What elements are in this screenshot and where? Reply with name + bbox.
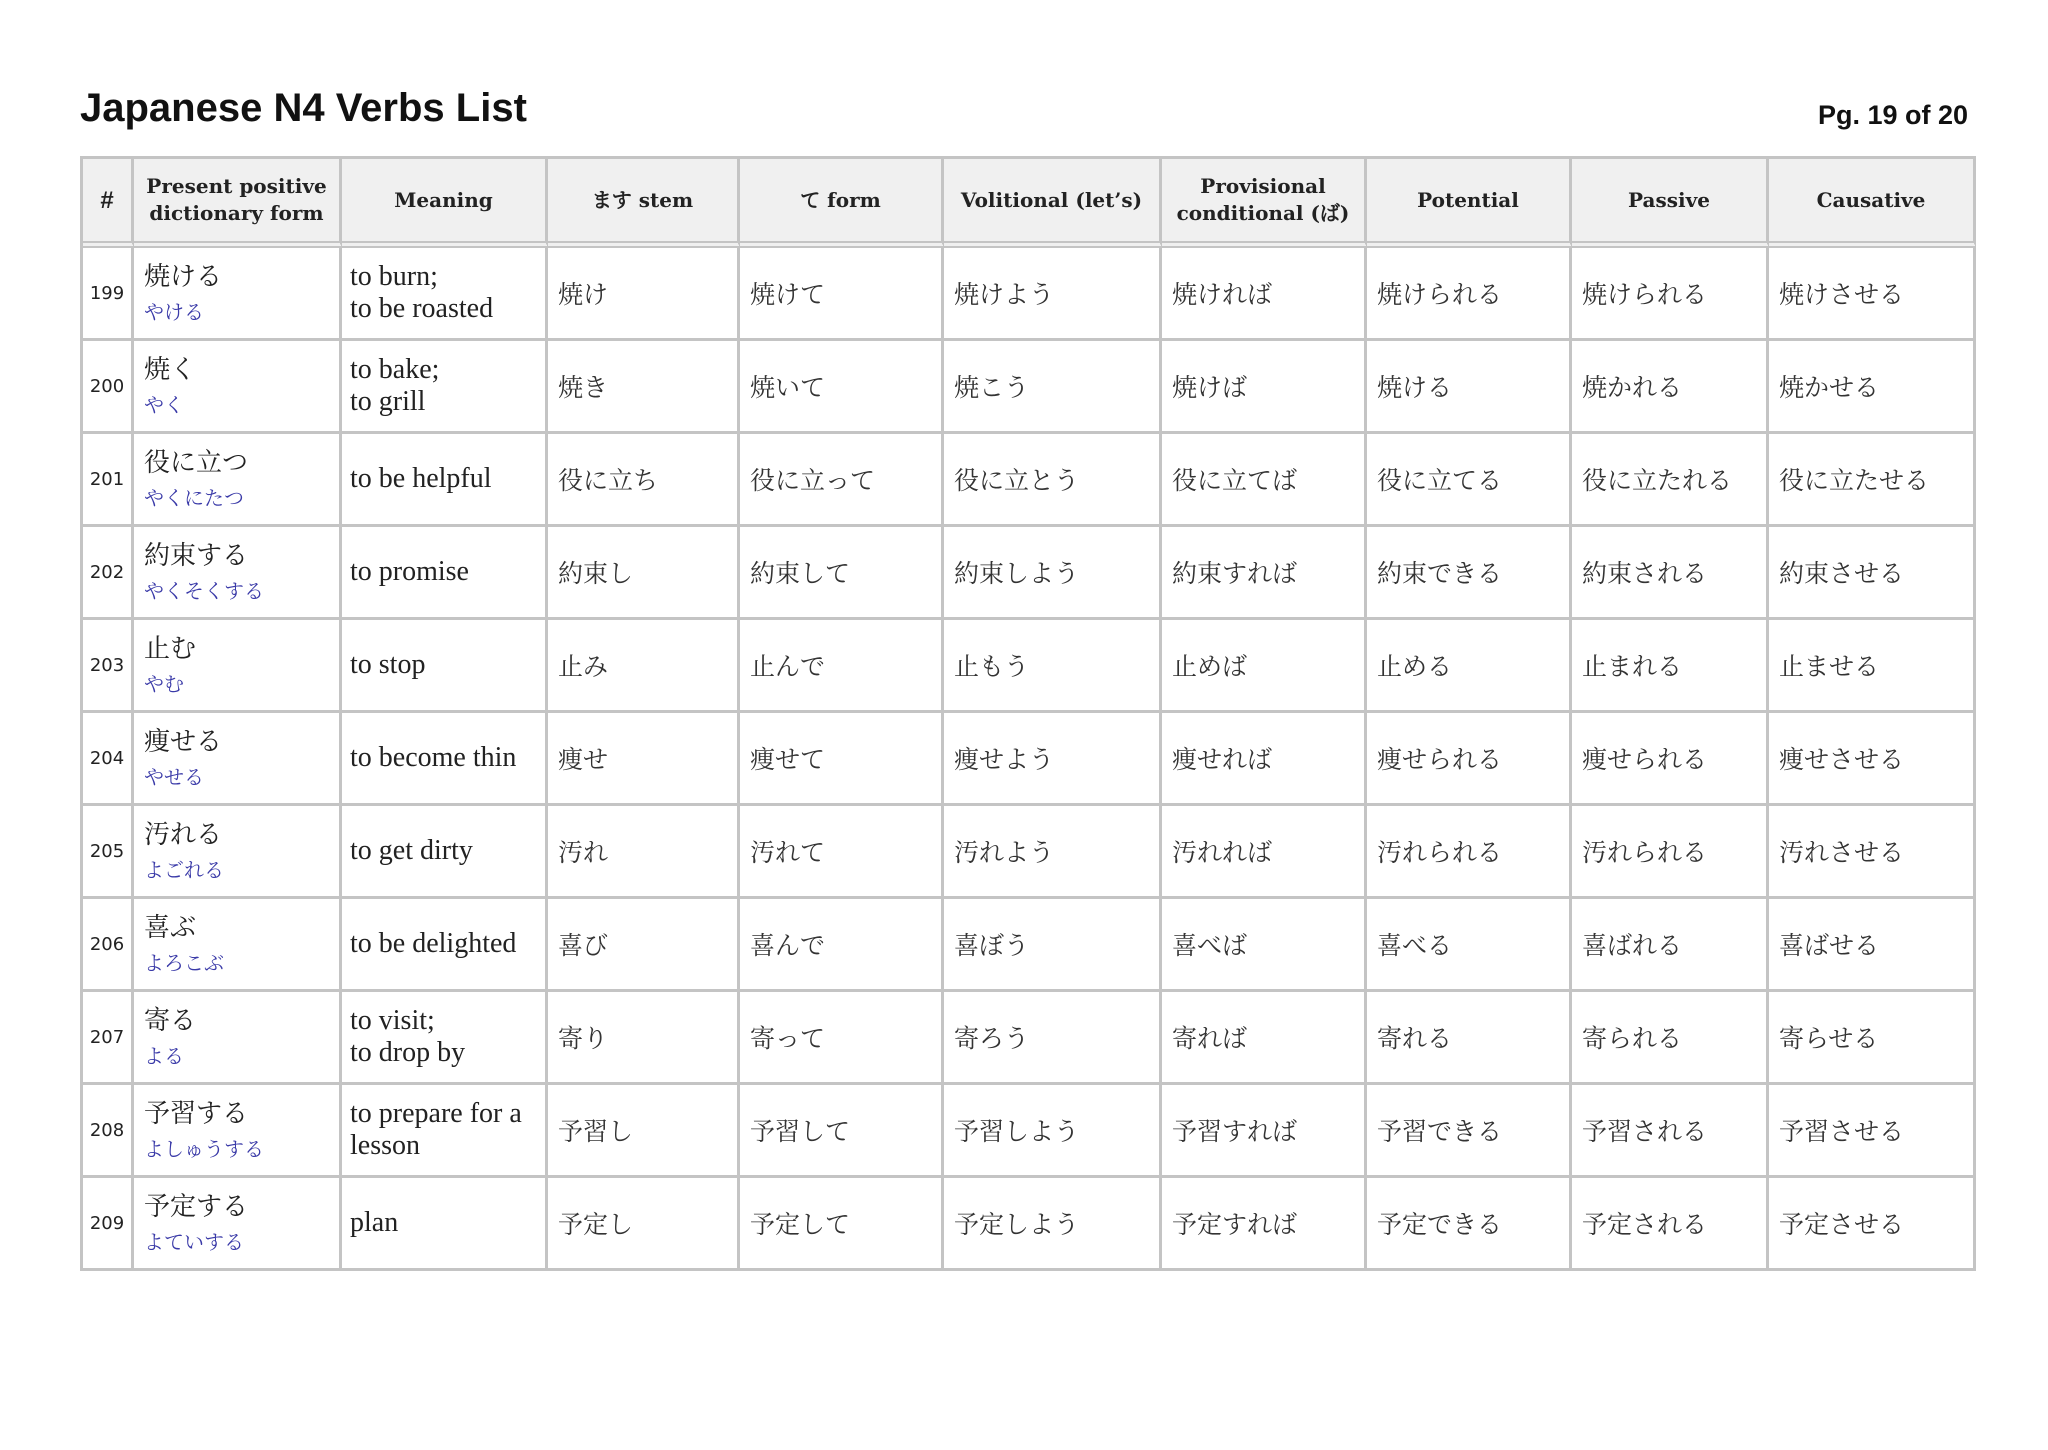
kana-reading: やくそくする <box>144 579 264 603</box>
kanji-text: 痩せる <box>144 727 223 757</box>
table-row <box>83 713 1976 806</box>
meaning-line: to be roasted <box>350 293 494 324</box>
masu-stem-cell: 焼け <box>548 248 740 341</box>
masu-stem-cell: 予定し <box>548 1178 740 1271</box>
causative-cell: 役に立たせる <box>1769 434 1976 527</box>
meaning-line: to visit; <box>350 1005 435 1036</box>
kanji-text: 予習する <box>144 1099 249 1129</box>
row-number: 202 <box>83 527 134 620</box>
table-row <box>83 620 1976 713</box>
kana-reading: よていする <box>144 1230 244 1254</box>
passive-cell: 予習される <box>1572 1085 1769 1178</box>
verbs-table-container <box>80 156 1976 1271</box>
masu-stem-cell: 予習し <box>548 1085 740 1178</box>
meaning-cell <box>342 248 548 341</box>
passive-cell: 汚れられる <box>1572 806 1769 899</box>
potential-cell: 痩せられる <box>1367 713 1572 806</box>
column-header-dictionary-form: Present positive dictionary form <box>134 159 342 248</box>
row-number: 203 <box>83 620 134 713</box>
kana-reading: やむ <box>144 672 184 696</box>
causative-cell: 予定させる <box>1769 1178 1976 1271</box>
provisional-cell: 汚れれば <box>1162 806 1367 899</box>
masu-stem-cell: 役に立ち <box>548 434 740 527</box>
kanji-text: 予定する <box>144 1192 249 1222</box>
masu-stem-cell: 焼き <box>548 341 740 434</box>
kana-reading: やせる <box>144 765 204 789</box>
te-form-cell: 役に立って <box>740 434 944 527</box>
causative-cell: 痩せさせる <box>1769 713 1976 806</box>
provisional-cell: 予定すれば <box>1162 1178 1367 1271</box>
meaning-line: to stop <box>350 649 426 680</box>
te-form-cell: 予定して <box>740 1178 944 1271</box>
potential-cell: 寄れる <box>1367 992 1572 1085</box>
row-number: 201 <box>83 434 134 527</box>
potential-cell: 約束できる <box>1367 527 1572 620</box>
meaning-line: to drop by <box>350 1037 466 1068</box>
kanji-text: 焼ける <box>144 262 223 292</box>
volitional-cell: 約束しよう <box>944 527 1162 620</box>
table-row <box>83 899 1976 992</box>
dictionary-form-cell <box>134 341 342 434</box>
column-header-causative: Causative <box>1769 159 1976 248</box>
kana-reading: よろこぶ <box>144 951 224 975</box>
te-form-cell: 痩せて <box>740 713 944 806</box>
meaning-cell <box>342 899 548 992</box>
dictionary-form-cell <box>134 806 342 899</box>
kanji-text: 止む <box>144 634 197 664</box>
row-number: 209 <box>83 1178 134 1271</box>
dictionary-form-cell <box>134 434 342 527</box>
kanji-text: 汚れる <box>144 820 223 850</box>
meaning-cell <box>342 434 548 527</box>
passive-cell: 寄られる <box>1572 992 1769 1085</box>
masu-stem-cell: 汚れ <box>548 806 740 899</box>
volitional-cell: 汚れよう <box>944 806 1162 899</box>
meaning-line: to promise <box>350 556 469 587</box>
column-header-te-form: て form <box>740 159 944 248</box>
row-number: 199 <box>83 248 134 341</box>
volitional-cell: 痩せよう <box>944 713 1162 806</box>
causative-cell: 約束させる <box>1769 527 1976 620</box>
causative-cell: 焼かせる <box>1769 341 1976 434</box>
row-number: 205 <box>83 806 134 899</box>
causative-cell: 寄らせる <box>1769 992 1976 1085</box>
provisional-cell: 喜べば <box>1162 899 1367 992</box>
dictionary-form-cell <box>134 248 342 341</box>
provisional-cell: 寄れば <box>1162 992 1367 1085</box>
volitional-cell: 役に立とう <box>944 434 1162 527</box>
volitional-cell: 予習しよう <box>944 1085 1162 1178</box>
potential-cell: 予習できる <box>1367 1085 1572 1178</box>
dictionary-form-cell <box>134 1085 342 1178</box>
kana-reading: やく <box>144 393 184 417</box>
meaning-cell <box>342 527 548 620</box>
meaning-line: to be helpful <box>350 463 492 494</box>
table-row <box>83 1085 1976 1178</box>
kanji-text: 役に立つ <box>144 448 249 478</box>
row-number: 207 <box>83 992 134 1085</box>
potential-cell: 止める <box>1367 620 1572 713</box>
page-title: Japanese N4 Verbs List <box>80 86 527 130</box>
table-row <box>83 527 1976 620</box>
provisional-cell: 止めば <box>1162 620 1367 713</box>
volitional-cell: 喜ぼう <box>944 899 1162 992</box>
table-row <box>83 806 1976 899</box>
row-number: 206 <box>83 899 134 992</box>
kana-reading: やくにたつ <box>144 486 244 510</box>
meaning-line: to be delighted <box>350 928 517 959</box>
row-number: 208 <box>83 1085 134 1178</box>
masu-stem-cell: 寄り <box>548 992 740 1085</box>
potential-cell: 予定できる <box>1367 1178 1572 1271</box>
meaning-line: to grill <box>350 386 426 417</box>
table-row <box>83 1178 1976 1271</box>
passive-cell: 喜ばれる <box>1572 899 1769 992</box>
passive-cell: 止まれる <box>1572 620 1769 713</box>
kanji-text: 喜ぶ <box>144 913 197 943</box>
passive-cell: 約束される <box>1572 527 1769 620</box>
passive-cell: 焼かれる <box>1572 341 1769 434</box>
column-header-masu-stem: ます stem <box>548 159 740 248</box>
dictionary-form-cell <box>134 899 342 992</box>
potential-cell: 汚れられる <box>1367 806 1572 899</box>
page-number: Pg. 19 of 20 <box>1817 100 1968 130</box>
provisional-cell: 焼ければ <box>1162 248 1367 341</box>
column-header-potential: Potential <box>1367 159 1572 248</box>
dictionary-form-cell <box>134 992 342 1085</box>
meaning-line: to burn; <box>350 261 438 292</box>
row-number: 204 <box>83 713 134 806</box>
provisional-cell: 約束すれば <box>1162 527 1367 620</box>
potential-cell: 役に立てる <box>1367 434 1572 527</box>
meaning-line: to become thin <box>350 742 517 773</box>
causative-cell: 汚れさせる <box>1769 806 1976 899</box>
provisional-cell: 焼けば <box>1162 341 1367 434</box>
masu-stem-cell: 痩せ <box>548 713 740 806</box>
te-form-cell: 約束して <box>740 527 944 620</box>
causative-cell: 予習させる <box>1769 1085 1976 1178</box>
column-header-passive: Passive <box>1572 159 1769 248</box>
masu-stem-cell: 約束し <box>548 527 740 620</box>
dictionary-form-cell <box>134 527 342 620</box>
table-header-row <box>83 159 1976 248</box>
verbs-table <box>80 156 1976 1271</box>
table-row <box>83 248 1976 341</box>
potential-cell: 喜べる <box>1367 899 1572 992</box>
masu-stem-cell: 止み <box>548 620 740 713</box>
dictionary-form-cell <box>134 620 342 713</box>
causative-cell: 止ませる <box>1769 620 1976 713</box>
volitional-cell: 焼けよう <box>944 248 1162 341</box>
te-form-cell: 焼けて <box>740 248 944 341</box>
passive-cell: 痩せられる <box>1572 713 1769 806</box>
meaning-cell <box>342 620 548 713</box>
meaning-cell <box>342 713 548 806</box>
te-form-cell: 汚れて <box>740 806 944 899</box>
meaning-cell <box>342 1085 548 1178</box>
kanji-text: 寄る <box>144 1006 197 1036</box>
potential-cell: 焼けられる <box>1367 248 1572 341</box>
column-header-number: # <box>83 159 134 248</box>
kana-reading: よしゅうする <box>144 1137 264 1161</box>
meaning-cell <box>342 1178 548 1271</box>
table-row <box>83 341 1976 434</box>
column-header-volitional: Volitional (let’s) <box>944 159 1162 248</box>
meaning-line: plan <box>350 1207 399 1238</box>
kana-reading: やける <box>144 300 204 324</box>
provisional-cell: 役に立てば <box>1162 434 1367 527</box>
provisional-cell: 痩せれば <box>1162 713 1367 806</box>
te-form-cell: 予習して <box>740 1085 944 1178</box>
kana-reading: よごれる <box>144 858 224 882</box>
kanji-text: 焼く <box>144 355 197 385</box>
meaning-cell <box>342 806 548 899</box>
te-form-cell: 寄って <box>740 992 944 1085</box>
column-header-provisional: Provisional conditional (ば) <box>1162 159 1367 248</box>
meaning-cell <box>342 992 548 1085</box>
meaning-cell <box>342 341 548 434</box>
volitional-cell: 焼こう <box>944 341 1162 434</box>
causative-cell: 喜ばせる <box>1769 899 1976 992</box>
passive-cell: 焼けられる <box>1572 248 1769 341</box>
meaning-line: lesson <box>350 1130 420 1161</box>
table-row <box>83 992 1976 1085</box>
dictionary-form-cell <box>134 713 342 806</box>
table-row <box>83 434 1976 527</box>
volitional-cell: 予定しよう <box>944 1178 1162 1271</box>
te-form-cell: 喜んで <box>740 899 944 992</box>
dictionary-form-cell <box>134 1178 342 1271</box>
meaning-line: to bake; <box>350 354 440 385</box>
potential-cell: 焼ける <box>1367 341 1572 434</box>
provisional-cell: 予習すれば <box>1162 1085 1367 1178</box>
te-form-cell: 焼いて <box>740 341 944 434</box>
passive-cell: 予定される <box>1572 1178 1769 1271</box>
causative-cell: 焼けさせる <box>1769 248 1976 341</box>
meaning-line: to prepare for a <box>350 1098 522 1129</box>
kana-reading: よる <box>144 1044 184 1068</box>
kanji-text: 約束する <box>144 541 249 571</box>
te-form-cell: 止んで <box>740 620 944 713</box>
passive-cell: 役に立たれる <box>1572 434 1769 527</box>
column-header-meaning: Meaning <box>342 159 548 248</box>
row-number: 200 <box>83 341 134 434</box>
meaning-line: to get dirty <box>350 835 473 866</box>
volitional-cell: 止もう <box>944 620 1162 713</box>
masu-stem-cell: 喜び <box>548 899 740 992</box>
volitional-cell: 寄ろう <box>944 992 1162 1085</box>
